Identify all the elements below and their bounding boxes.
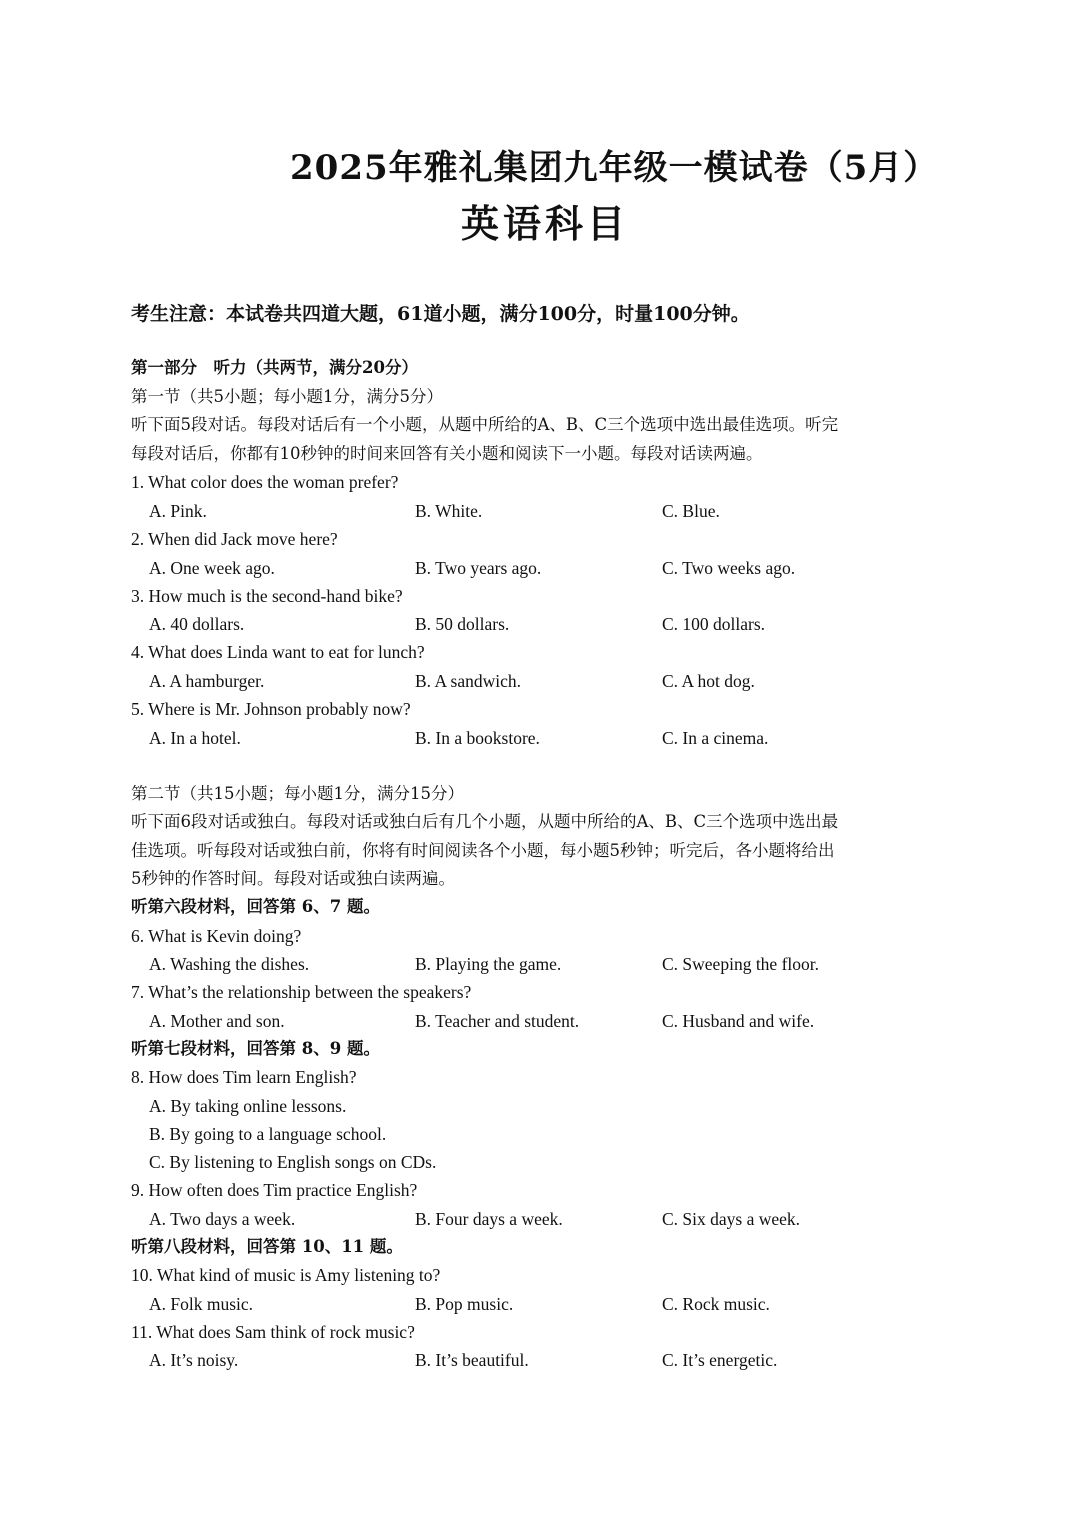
exam-title: 2025年雅礼集团九年级一模试卷（5月） bbox=[290, 148, 939, 188]
option-10b: B. Pop music. bbox=[415, 1294, 514, 1314]
part1-heading: 第一部分 听力（共两节，满分20分） bbox=[131, 358, 418, 377]
question-9: 9. How often does Tim practice English? bbox=[131, 1180, 418, 1200]
exam-notice: 考生注意：本试卷共四道大题，61道小题，满分100分，时量100分钟。 bbox=[131, 303, 750, 325]
option-8b: B. By going to a language school. bbox=[149, 1124, 387, 1144]
option-2c: C. Two weeks ago. bbox=[662, 558, 796, 578]
question-10: 10. What kind of music is Amy listening to? bbox=[131, 1265, 441, 1285]
option-5c: C. In a cinema. bbox=[662, 728, 769, 748]
section2-instructions-line3: 5秒钟的作答时间。每段对话或独白读两遍。 bbox=[131, 869, 455, 888]
question-2: 2. When did Jack move here? bbox=[131, 529, 338, 549]
option-5b: B. In a bookstore. bbox=[415, 728, 540, 748]
material-7-heading: 听第七段材料，回答第 8、9 题。 bbox=[131, 1039, 380, 1058]
option-7c: C. Husband and wife. bbox=[662, 1011, 815, 1031]
section2-instructions-line2: 佳选项。听每段对话或独白前，你将有时间阅读各个小题，每小题5秒钟；听完后，各小题将给出 bbox=[131, 841, 835, 860]
question-11: 11. What does Sam think of rock music? bbox=[131, 1322, 415, 1342]
question-7: 7. What’s the relationship between the speakers? bbox=[131, 982, 472, 1002]
option-7b: B. Teacher and student. bbox=[415, 1011, 580, 1031]
option-1a: A. Pink. bbox=[149, 501, 207, 521]
option-2b: B. Two years ago. bbox=[415, 558, 542, 578]
option-8a: A. By taking online lessons. bbox=[149, 1096, 347, 1116]
question-1: 1. What color does the woman prefer? bbox=[131, 472, 399, 492]
option-4a: A. A hamburger. bbox=[149, 671, 265, 691]
section1-heading: 第一节（共5小题；每小题1分，满分5分） bbox=[131, 387, 443, 406]
option-3a: A. 40 dollars. bbox=[149, 614, 245, 634]
option-8c: C. By listening to English songs on CDs. bbox=[149, 1152, 437, 1172]
material-8-heading: 听第八段材料，回答第 10、11 题。 bbox=[131, 1237, 403, 1256]
option-6a: A. Washing the dishes. bbox=[149, 954, 310, 974]
option-2a: A. One week ago. bbox=[149, 558, 275, 578]
section1-instructions-line1: 听下面5段对话。每段对话后有一个小题，从题中所给的A、B、C三个选项中选出最佳选项。听完 bbox=[131, 415, 839, 434]
section1-instructions-line2: 每段对话后，你都有10秒钟的时间来回答有关小题和阅读下一小题。每段对话读两遍。 bbox=[131, 444, 763, 463]
option-9b: B. Four days a week. bbox=[415, 1209, 563, 1229]
option-9c: C. Six days a week. bbox=[662, 1209, 801, 1229]
option-7a: A. Mother and son. bbox=[149, 1011, 285, 1031]
material-6-heading: 听第六段材料，回答第 6、7 题。 bbox=[131, 897, 380, 916]
option-3b: B. 50 dollars. bbox=[415, 614, 510, 634]
subject-title: 英语科目 bbox=[461, 201, 630, 246]
option-11a: A. It’s noisy. bbox=[149, 1350, 239, 1370]
option-1b: B. White. bbox=[415, 501, 483, 521]
option-10c: C. Rock music. bbox=[662, 1294, 770, 1314]
question-6: 6. What is Kevin doing? bbox=[131, 926, 302, 946]
question-4: 4. What does Linda want to eat for lunch? bbox=[131, 642, 425, 662]
option-4c: C. A hot dog. bbox=[662, 671, 755, 691]
section2-instructions-line1: 听下面6段对话或独白。每段对话或独白后有几个小题，从题中所给的A、B、C三个选项中选出最 bbox=[131, 812, 839, 831]
option-4b: B. A sandwich. bbox=[415, 671, 521, 691]
option-5a: A. In a hotel. bbox=[149, 728, 241, 748]
option-6b: B. Playing the game. bbox=[415, 954, 562, 974]
option-9a: A. Two days a week. bbox=[149, 1209, 296, 1229]
option-6c: C. Sweeping the floor. bbox=[662, 954, 819, 974]
option-1c: C. Blue. bbox=[662, 501, 720, 521]
question-5: 5. Where is Mr. Johnson probably now? bbox=[131, 699, 411, 719]
question-8: 8. How does Tim learn English? bbox=[131, 1067, 357, 1087]
option-11c: C. It’s energetic. bbox=[662, 1350, 778, 1370]
option-10a: A. Folk music. bbox=[149, 1294, 254, 1314]
section2-heading: 第二节（共15小题；每小题1分，满分15分） bbox=[131, 784, 464, 803]
option-3c: C. 100 dollars. bbox=[662, 614, 766, 634]
option-11b: B. It’s beautiful. bbox=[415, 1350, 529, 1370]
question-3: 3. How much is the second-hand bike? bbox=[131, 586, 403, 606]
